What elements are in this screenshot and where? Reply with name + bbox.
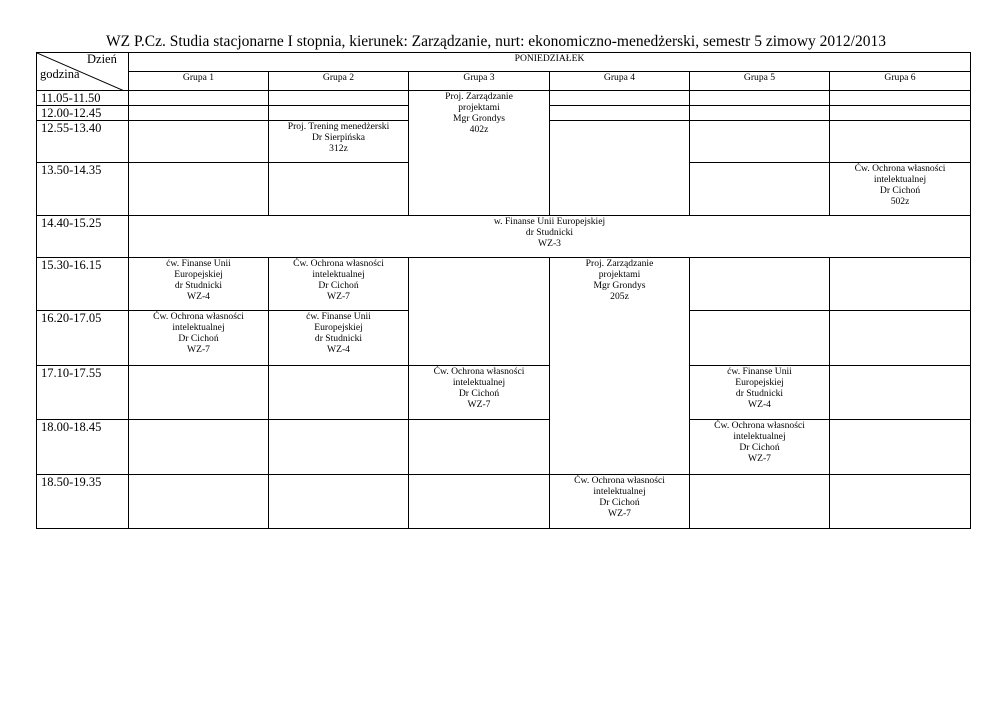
class-line: WZ-7 [748, 453, 771, 464]
empty-cell [690, 475, 830, 529]
class-line: WZ-7 [327, 291, 350, 302]
empty-cell [269, 366, 409, 420]
time-slot: 18.50-19.35 [37, 475, 129, 529]
class-line: WZ-3 [538, 238, 561, 249]
empty-cell [690, 121, 830, 163]
class-line: ćw. Finanse Unii [306, 311, 371, 322]
class-line: ćw. Finanse Unii [166, 258, 231, 269]
class-line: 402z [469, 124, 489, 135]
empty-cell [830, 258, 971, 311]
class-line: projektami [458, 102, 500, 113]
empty-cell [269, 420, 409, 475]
class-line: dr Studnicki [174, 280, 223, 291]
schedule-table [36, 52, 971, 529]
hour-axis-label: godzina [40, 67, 80, 81]
empty-cell [830, 121, 971, 163]
class-line: Proj. Zarządzanie [585, 258, 654, 269]
class-line: WZ-4 [748, 399, 771, 410]
time-slot: 13.50-14.35 [37, 163, 129, 216]
class-line: Ćw. Ochrona własności [153, 311, 244, 322]
class-line: Dr Cichoń [599, 497, 640, 508]
corner-cell [37, 53, 129, 91]
empty-cell [830, 311, 971, 366]
empty-cell [830, 106, 971, 121]
class-line: 312z [329, 143, 348, 154]
time-slot: 12.00-12.45 [37, 106, 129, 121]
class-line: dr Studnicki [735, 388, 784, 399]
class-cell [830, 163, 971, 216]
schedule-title: WZ P.Cz. Studia stacjonarne I stopnia, kierunek: Zarządzanie, nurt: ekonomiczno-menedżerski, semestr 5 zimowy 2012/2013 [106, 33, 886, 50]
empty-cell [129, 106, 269, 121]
day-axis-label: Dzień [87, 52, 117, 66]
class-line: Mgr Grondys [453, 113, 505, 124]
empty-cell [690, 258, 830, 311]
class-line: Ćw. Ochrona własności [854, 163, 946, 174]
class-line: Dr Cichoń [458, 388, 500, 399]
empty-cell [129, 163, 269, 216]
time-row [37, 91, 971, 106]
empty-cell [830, 91, 971, 106]
empty-cell [690, 91, 830, 106]
class-cell [129, 258, 269, 311]
empty-cell [550, 91, 690, 106]
class-cell [690, 366, 830, 420]
group-header: Grupa 5 [690, 72, 830, 91]
empty-cell [129, 475, 269, 529]
empty-cell [129, 121, 269, 163]
class-line: Dr Cichoń [318, 280, 359, 291]
empty-cell [830, 366, 971, 420]
class-cell [550, 258, 690, 475]
class-line: WZ-7 [187, 344, 210, 355]
empty-cell [830, 475, 971, 529]
time-row [37, 216, 971, 258]
time-slot: 16.20-17.05 [37, 311, 129, 366]
class-line: dr Studnicki [525, 227, 574, 238]
class-line: intelektualnej [733, 431, 786, 442]
class-line: intelektualnej [172, 322, 225, 333]
class-line: Dr Cichoń [879, 185, 921, 196]
empty-cell [129, 91, 269, 106]
class-line: Dr Cichoń [178, 333, 219, 344]
empty-cell [550, 121, 690, 216]
empty-cell [690, 163, 830, 216]
class-cell [269, 258, 409, 311]
time-row [37, 258, 971, 311]
class-line: Ćw. Ochrona własności [293, 258, 384, 269]
empty-cell [269, 163, 409, 216]
class-line: w. Finanse Unii Europejskiej [493, 216, 606, 227]
class-line: Ćw. Ochrona własności [714, 420, 805, 431]
empty-cell [409, 420, 550, 475]
class-line: 205z [610, 291, 629, 302]
class-cell [690, 420, 830, 475]
time-row [37, 420, 971, 475]
class-cell [269, 311, 409, 366]
time-slot: 12.55-13.40 [37, 121, 129, 163]
class-line: WZ-7 [608, 508, 631, 519]
empty-cell [690, 311, 830, 366]
empty-cell [409, 475, 550, 529]
class-line: Europejskiej [735, 377, 784, 388]
time-slot: 15.30-16.15 [37, 258, 129, 311]
class-line: intelektualnej [312, 269, 365, 280]
group-header: Grupa 4 [550, 72, 690, 91]
class-line: intelektualnej [452, 377, 506, 388]
class-line: Ćw. Ochrona własności [574, 475, 665, 486]
class-line: intelektualnej [873, 174, 927, 185]
class-line: dr Studnicki [314, 333, 363, 344]
class-line: Dr Cichoń [739, 442, 780, 453]
class-line: 502z [890, 196, 910, 207]
class-line: Europejskiej [174, 269, 223, 280]
class-cell [550, 475, 690, 529]
group-header: Grupa 1 [129, 72, 269, 91]
class-line: WZ-4 [187, 291, 210, 302]
empty-cell [550, 106, 690, 121]
time-slot: 14.40-15.25 [37, 216, 129, 258]
class-cell [129, 216, 971, 258]
group-header: Grupa 2 [269, 72, 409, 91]
class-cell [409, 366, 550, 420]
class-line: Dr Sierpińska [311, 132, 366, 143]
empty-cell [269, 106, 409, 121]
class-line: Proj. Zarządzanie [445, 91, 513, 102]
empty-cell [129, 420, 269, 475]
empty-cell [129, 366, 269, 420]
class-line: WZ-4 [327, 344, 350, 355]
class-line: Europejskiej [314, 322, 363, 333]
class-line: Proj. Trening menedżerski [287, 121, 390, 132]
empty-cell [409, 258, 550, 366]
class-cell [129, 311, 269, 366]
class-cell [409, 91, 550, 216]
empty-cell [269, 91, 409, 106]
group-header: Grupa 3 [409, 72, 550, 91]
day-header: PONIEDZIAŁEK [129, 53, 971, 72]
class-line: Mgr Grondys [593, 280, 646, 291]
time-slot: 11.05-11.50 [37, 91, 129, 106]
time-slot: 18.00-18.45 [37, 420, 129, 475]
class-cell [269, 121, 409, 163]
empty-cell [269, 475, 409, 529]
empty-cell [830, 420, 971, 475]
class-line: projektami [598, 269, 641, 280]
class-line: Ćw. Ochrona własności [433, 366, 525, 377]
time-row [37, 366, 971, 420]
class-line: ćw. Finanse Unii [727, 366, 792, 377]
time-row [37, 475, 971, 529]
empty-cell [690, 106, 830, 121]
time-slot: 17.10-17.55 [37, 366, 129, 420]
class-line: intelektualnej [593, 486, 646, 497]
group-header: Grupa 6 [830, 72, 971, 91]
class-line: WZ-7 [467, 399, 491, 410]
